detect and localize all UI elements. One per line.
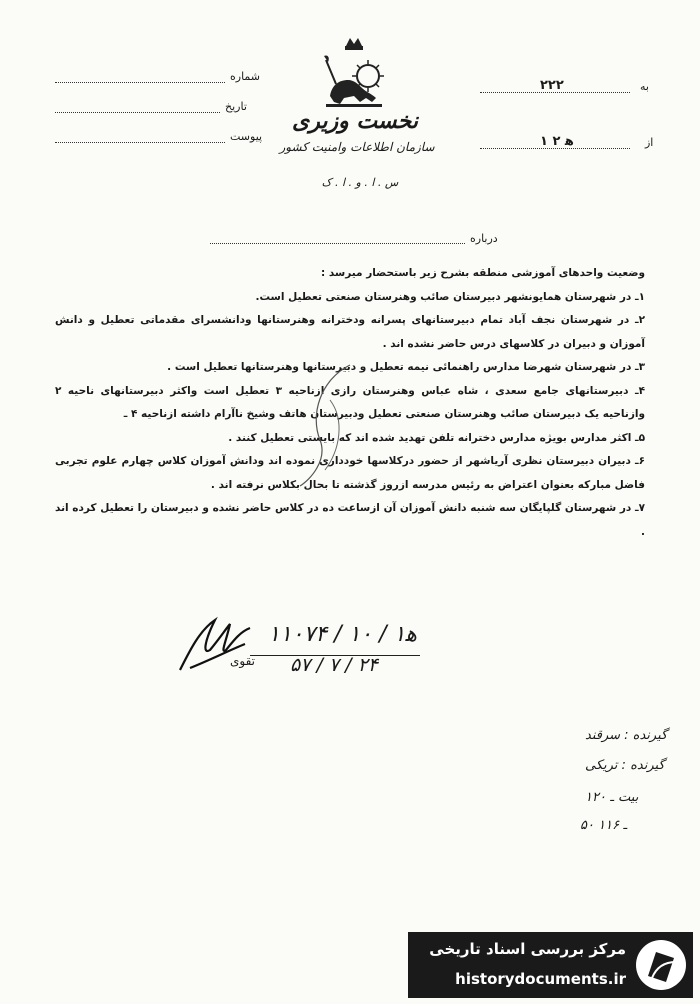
note-1: گیرنده : سرقند <box>585 728 668 743</box>
body-item-3: ۳ـ در شهرستان شهرضا مدارس راهنمائی نیمه تعطیل و دبیرستانها وهنرستانها تعطیل است . <box>167 361 645 373</box>
signature-name: تقوی <box>230 654 256 668</box>
lion-and-sun-emblem-icon <box>318 36 390 112</box>
subject-label: درباره <box>470 232 498 245</box>
field-from-value: ۱ ه‍ ۲ <box>540 134 574 149</box>
field-to-label: به <box>640 80 649 93</box>
handwritten-scribble-icon <box>290 360 370 490</box>
field-number-line <box>55 82 225 83</box>
field-date-label: تاریخ <box>225 100 247 113</box>
field-to-value: ۲۲۲ <box>540 78 564 93</box>
archive-logo-icon <box>634 938 688 992</box>
body-item-5: ۵ـ اکثر مدارس بویژه مدارس دخترانه تلفن تهدید شده اند که بایستی تعطیل کنند . <box>228 431 645 444</box>
body-item-2: ۲ـ در شهرستان نجف آباد تمام دبیرستانهای پسرانه ودخترانه وهنرستانها ودانشسرای مقدماتی تعطیل و دانش آموزان و دبیران در کلاسهای درس حاضر نشده اند . <box>55 314 645 350</box>
signature-number-bottom: ۵۷ / ۷ / ۲۴ <box>290 654 378 676</box>
watermark-name: مرکز بررسی اسناد تاریخی <box>429 940 626 958</box>
body-item-1: ۱ـ در شهرستان همایونشهر دبیرستان صائب وهنرستان صنعتی تعطیل است. <box>255 290 645 303</box>
organization-name: سازمان اطلاعات وامنیت کشور <box>279 140 435 154</box>
field-attachment-line <box>55 142 225 143</box>
signature-number-top: ۱۱۰۷۴ / ۱۰ / ۱ه‍ <box>268 622 417 647</box>
body-item-4: ۴ـ دبیرستانهای جامع سعدی ، شاه عباس وهنرستان رازی ازناحیه ۳ تعطیل است واکثر دبیرستانهای ناحیه ۲ وازناحیه یک دبیرستان صائب وهنرستان صنعتی تعطیل ودبیرستان هاتف وشیخ ناآرام داشته ازناحیه ۴ ـ <box>55 384 645 420</box>
watermark-url: historydocuments.ir <box>455 970 626 988</box>
body-item-6: ۶ـ دبیران دبیرستان نظری آریاشهر از حضور درکلاسها خودداری نموده اند ودانش آموزان کلاس چهارم علوم تجربی فاضل مبارکه بعنوان اعتراض به رئیس مدرسه ازروز گذشته تا بحال بکلاس نرفته اند . <box>55 455 645 491</box>
watermark-banner <box>408 932 693 998</box>
body-intro: وضعیت واحدهای آموزشی منطقه بشرح زیر باستحضار میرسد : <box>320 267 645 279</box>
organization-code: س . ا . و . ا . ک <box>321 176 399 189</box>
note-3: بیت ـ ۱۲۰ <box>585 790 639 805</box>
note-4: ۵۰ ـ ۱۱۶ <box>580 818 628 833</box>
subject-line <box>210 243 465 244</box>
field-from-label: از <box>645 136 654 149</box>
ministry-title: نخست وزیری <box>292 108 418 134</box>
field-attachment-label: پیوست <box>230 130 263 143</box>
field-number-label: شماره <box>230 70 261 83</box>
field-date-line <box>55 112 220 113</box>
body-item-7: ۷ـ در شهرستان گلپایگان سه شنبه دانش آموزان آن ازساعت ده در کلاس حاضر نشده و دبیرستان را تعطیل کرده اند . <box>55 502 645 538</box>
note-2: گیرنده : تریکی <box>585 758 665 773</box>
